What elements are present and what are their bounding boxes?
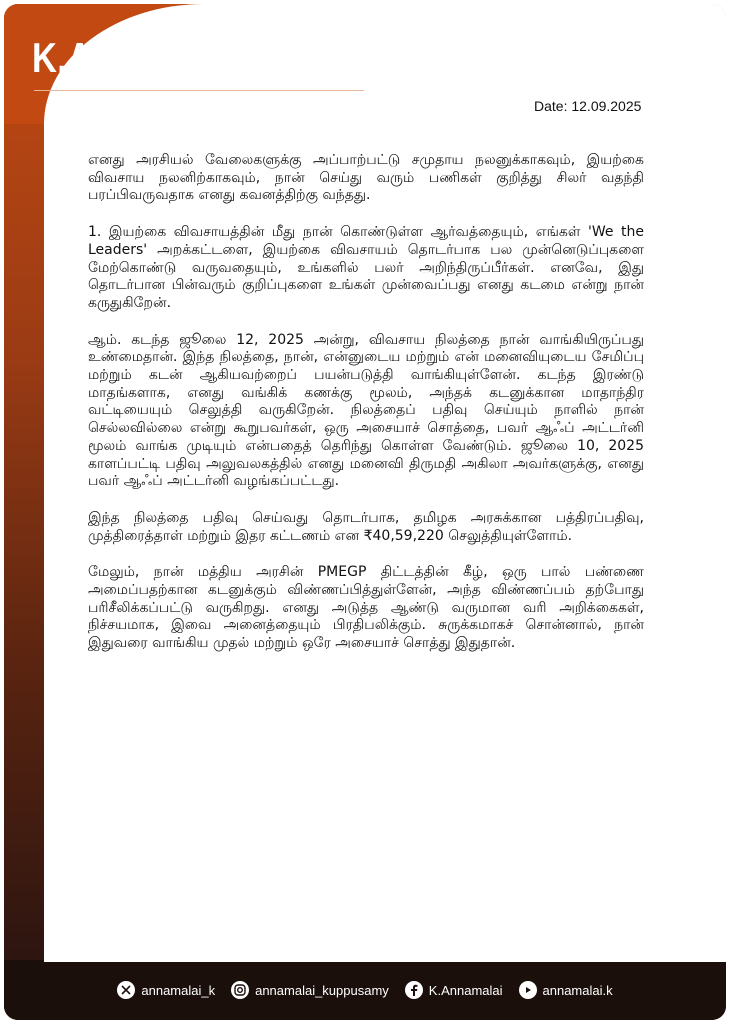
x-icon <box>117 981 135 999</box>
social-instagram[interactable] <box>231 981 389 999</box>
letter-date: Date: 12.09.2025 <box>534 98 642 114</box>
youtube-icon <box>519 981 537 999</box>
logo-name: K.ANNAMALAI <box>32 34 280 81</box>
instagram-icon <box>231 981 249 999</box>
logo-suffix: Ex. IPS <box>302 66 348 81</box>
paragraph: எனது அரசியல் வேலைகளுக்கு அப்பாற்பட்டு சமுதாய நலனுக்காகவும், இயற்கை விவசாய நலனிற்காகவும், நான் செய்து வரும் பணிகள் குறித்து சிலர் வதந்தி பரப்பிவருவதாக எனது கவனத்திற்கு வந்தது. <box>88 152 644 204</box>
letterhead-frame <box>4 4 726 1020</box>
paragraph: மேலும், நான் மத்திய அரசின் PMEGP திட்டத்தின் கீழ், ஒரு பால் பண்ணை அமைப்பதற்கான கடனுக்கும் விண்ணப்பித்துள்ளேன், அந்த விண்ணப்பம் தற்போது பரிசீலிக்கப்பட்டு வருகிறது. எனது அடுத்த ஆண்டு வருமான வரி அறிக்கைகள், நிச்சயமாக, இவை அனைத்தையும் பிரதிபலிக்கும். சுருக்கமாகச் சொன்னால், நான் இதுவரை வாங்கிய முதல் மற்றும் ஒரே அசையாச் சொத்து இதுதான். <box>88 564 644 652</box>
social-facebook-label: K.Annamalai <box>428 982 503 998</box>
letterhead-logo <box>32 34 348 82</box>
social-x[interactable] <box>117 981 215 999</box>
paragraph: ஆம். கடந்த ஜூலை 12, 2025 அன்று, விவசாய நிலத்தை நான் வாங்கியிருப்பது உண்மைதான். இந்த நிலத்தை, நான், என்னுடைய மற்றும் என் மனைவியுடைய சேமிப்பு மற்றும் கடன் ஆகியவற்றைப் பயன்படுத்தி வாங்கியுள்ளேன். கடந்த இரண்டு மாதங்களாக, எனது வங்கிக் கணக்கு மூலம், அந்தக் கடனுக்கான மாதாந்திர வட்டியையும் செலுத்தி வருகிறேன். நிலத்தைப் பதிவு செய்யும் நாளில் நான் செல்லவில்லை என்று கூறுபவர்கள், ஒரு அசையாச் சொத்தை, பவர் ஆஃப் அட்டர்னி மூலம் வாங்க முடியும் என்பதைத் தெரிந்து கொள்ள வேண்டும். ஜூலை 10, 2025 காளப்பட்டி பதிவு அலுவலகத்தில் எனது மனைவி திருமதி அகிலா அவர்களுக்கு, எனது பவர் ஆஃப் அட்டர்னி வழங்கப்பட்டது. <box>88 331 644 490</box>
logo-underline <box>34 90 364 91</box>
paragraph: இந்த நிலத்தை பதிவு செய்வது தொடர்பாக, தமிழக அரசுக்கான பத்திரப்பதிவு, முத்திரைத்தாள் மற்றும் இதர கட்டணம் என ₹40,59,220 செலுத்தியுள்ளோம். <box>88 509 644 544</box>
paragraph: 1. இயற்கை விவசாயத்தின் மீது நான் கொண்டுள்ள ஆர்வத்தையும், எங்கள் 'We the Leaders' அறக்கட்டளை, இயற்கை விவசாயம் தொடர்பாக பல முன்னெடுப்புகளை மேற்கொண்டு வருவதையும், உங்களில் பலர் அறிந்திருப்பீர்கள். எனவே, இது தொடர்பான பின்வரும் குறிப்புகளை உங்கள் முன்வைப்பது எனது கடமை என்று நான் கருதுகிறேன். <box>88 224 644 311</box>
social-youtube[interactable] <box>519 981 613 999</box>
left-decorative-strip <box>4 4 44 1020</box>
facebook-icon <box>405 981 423 999</box>
social-footer <box>4 960 726 1020</box>
letter-body <box>88 152 644 672</box>
social-x-label: annamalai_k <box>141 982 216 998</box>
social-instagram-label: annamalai_kuppusamy <box>255 982 389 998</box>
social-facebook[interactable] <box>405 981 503 999</box>
social-youtube-label: annamalai.k <box>542 982 613 998</box>
